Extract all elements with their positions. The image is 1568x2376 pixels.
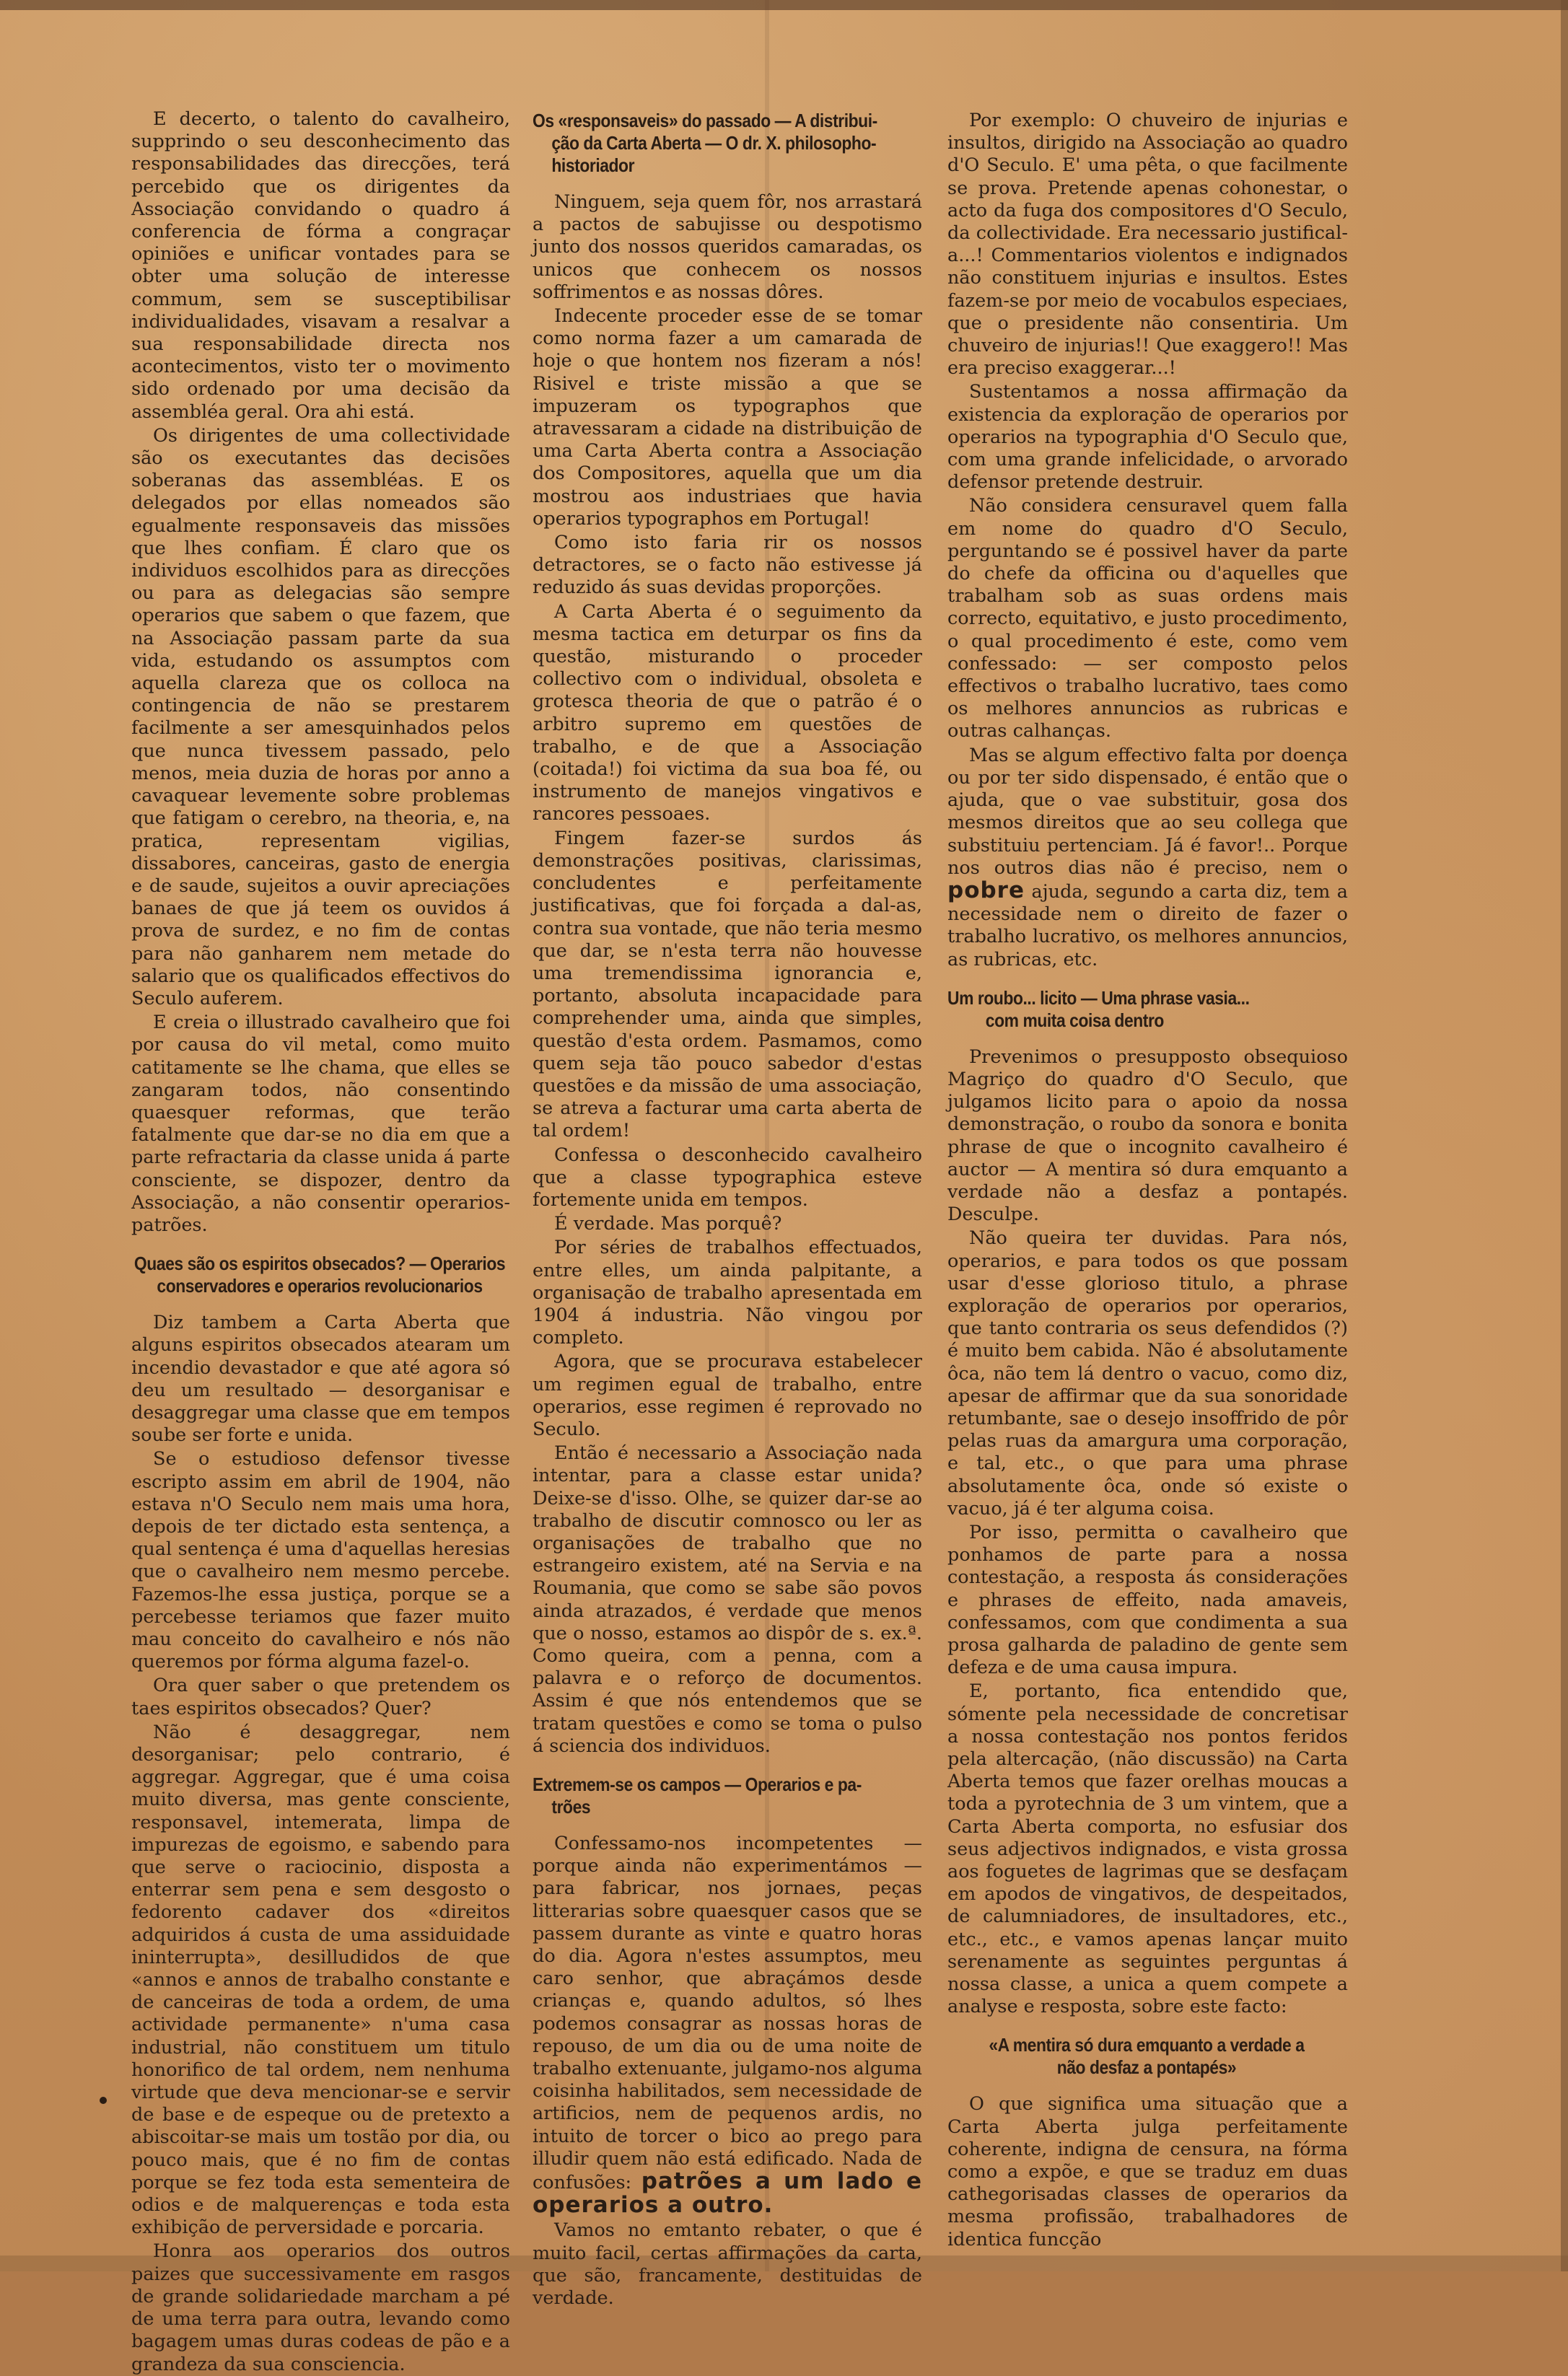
section-heading	[533, 110, 920, 177]
paragraph: E, portanto, fica entendido que, sómente pela necessidade de concretisar a nossa contestação nos pontos feridos pela altercação, (não discussão) na Carta Aberta temos que fazer orelhas moucas a toda a pyrotechnia de 3 um vintem, que a Carta Aberta comporta, no esfusiar dos seus adjectivos indignados, e vista grossa aos foguetes de lagrimas que se desfaçam em apodos de vingativos, de despeitados, de calumniadores, de insultadores, etc., etc., etc., e vamos apenas lançar muito serenamente as seguintes perguntas á nossa classe, a unica a quem compete a analyse e resposta, sobre este facto:	[947, 1680, 1348, 2018]
heading-line: historiador	[551, 154, 635, 176]
column-2	[533, 110, 922, 2310]
paragraph: Indecente proceder esse de se tomar como norma fazer a um camarada de hoje o que hontem nos fizeram a nós! Risivel e triste missão a que se impuzeram os typographos que atravessaram a cidade na distribuição de uma Carta Aberta contra a Associação dos Compositores, aquella que um dia mostrou aos industriaes que havia operarios typographos em Portugal!	[533, 305, 922, 530]
heading-line: ção da Carta Aberta — O dr. X. philosopho-	[551, 132, 877, 154]
section-heading	[131, 1253, 508, 1297]
paragraph: É verdade. Mas porquê?	[554, 1213, 782, 1235]
section-heading	[947, 987, 1346, 1032]
paragraph-text: ajuda, segundo a carta diz, tem a necessidade nem o direito de fazer o trabalho lucrativo, os melhores annuncios, as rubricas, etc.	[947, 880, 1349, 970]
heading-line: conservadores e operarios revolucionarios	[157, 1275, 483, 1297]
heading-line: Um roubo... licito — Uma phrase vasia...	[947, 986, 1250, 1009]
paragraph: Honra aos operarios dos outros paizes que successivamente em rasgos de grande solidariedade marcham a pé de uma terra para outra, levando como bagagem umas duras codeas de pão e a grandeza da sua consciencia.	[131, 2240, 510, 2375]
heading-line: não desfaz a pontapés»	[1056, 2056, 1237, 2079]
paragraph: Sustentamos a nossa affirmação da existencia da exploração de operarios por operarios na typographia d'O Seculo que, com uma grande infelicidade, o arvorado defensor pretende destruir.	[947, 381, 1348, 494]
paragraph: Prevenimos o presupposto obsequioso Magriço do quadro d'O Seculo, que julgamos licito para o apoio da nossa demonstração, o roubo da sonora e bonita phrase de que o incognito cavalheiro é auctor — A mentira só dura emquanto a verdade não a desfaz a pontapés. Desculpe.	[947, 1045, 1348, 1226]
paragraph: Fingem fazer-se surdos ás demonstrações positivas, clarissimas, concludentes e perfeitamente justificativas, que foi forçada a dal-as, contra sua vontade, que não teria mesmo que dar, se n'esta terra não houvesse uma tremendissima ignorancia e, portanto, absoluta incapacidade para comprehender uma, ainda que simples, questão d'esta ordem. Pasmamos, como quem seja tão pouco sabedor d'estas questões e da missão de uma associação, se atreva a facturar uma carta aberta de tal ordem!	[533, 827, 922, 1142]
page-right-edge	[1561, 0, 1568, 2271]
paragraph: Ora quer saber o que pretendem os taes espiritos obsecados? Quer?	[131, 1675, 510, 1719]
heading-line: Quaes são os espiritos obsecados? — Operarios	[133, 1253, 506, 1275]
paragraph: Diz tambem a Carta Aberta que alguns espiritos obsecados atearam um incendio devastador e que até agora só deu um resultado — desorganisar e desaggregar uma classe que em tempos soube ser forte e unida.	[131, 1312, 510, 1447]
paragraph: Vamos no emtanto rebater, o que é muito facil, certas affirmações da carta, que são, francamente, destituidas de verdade.	[533, 2219, 922, 2310]
paragraph: Por exemplo: O chuveiro de injurias e insultos, dirigido na Associação ao quadro d'O Seculo. E' uma pêta, o que facilmente se prova. Pretende apenas cohonestar, o acto da fuga dos compositores d'O Seculo, da collectividade. Era necessario justifical-a...! Commentarios violentos e indignados não constituem injurias e insultos. Estes fazem-se por meio de vocabulos especiaes, que o presidente não consentiria. Um chuveiro de injurias!! Que exaggero!! Mas era preciso exaggerar...!	[947, 110, 1348, 380]
heading-line: «A mentira só dura emquanto a verdade a	[989, 2034, 1305, 2056]
paragraph: E creia o illustrado cavalheiro que foi por causa do vil metal, como muito catitamente se lhe chama, que elles se zangaram todos, não consentindo quaesquer reformas, que terão fatalmente que dar-se no dia em que a parte refractaria da classe unida á parte consciente, se dispozer, dentro da Associação, a não consentir operarios-patrões.	[131, 1012, 510, 1236]
paragraph: Não é desaggregar, nem desorganisar; pelo contrario, é aggregar. Aggregar, que é uma coisa muito diversa, mas gente consciente, responsavel, intemerata, limpa de impurezas de egoismo, e sabendo para que serve o raciocinio, disposta a enterrar sem pena e sem desgosto o fedorento cadaver dos «direitos adquiridos á custa de uma assiduidade ininterrupta», desilludidos de que «annos e annos de trabalho constante e de canceiras de toda a ordem, de uma actividade permanente» n'uma casa industrial, não constituem um titulo honorifico de tal ordem, nem nenhuma virtude que deva mencionar-se e servir de base e de espeque ou de pretexto a abiscoitar-se mais um tostão por dia, ou pouco mais, que é no fim de contas porque se fez toda esta sementeira de odios e de malquerenças e toda esta exhibição de perversidade e porcaria.	[131, 1721, 510, 2239]
paragraph	[947, 745, 1348, 971]
paragraph: O que significa uma situação que a Carta Aberta julga perfeitamente coherente, indigna de censura, na fórma como a expõe, e que se traduz em duas cathegorisadas classes de operarios da mesma profissão, trabalhadores de identica funcção	[947, 2093, 1348, 2250]
paragraph	[533, 1833, 922, 2218]
paragraph-text: Confessamo-nos incompetentes — porque ainda não experimentámos — para fabricar, nos jornaes, peças litterarias sobre quaesquer casos que se passem durante as vinte e quatro horas do dia. Agora n'estes assumptos, meu caro senhor, que abraçámos desde crianças e, quando adultos, só lhes podemos consagrar as nossas horas de repouso, de um dia ou de uma noite de trabalho extenuante, julgamo-nos alguma coisinha habilitados, sem necessidade de artificios, nem de pequenos ardis, no intuito de torcer o bico ao prego para illudir quem não está edificado. Nada de confusões:	[533, 1833, 922, 2194]
paragraph: Ninguem, seja quem fôr, nos arrastará a pactos de sabujisse ou despotismo junto dos nossos queridos camaradas, os unicos que conhecem os nossos soffrimentos e as nossas dôres.	[533, 191, 922, 303]
heading-line: Extremem-se os campos — Operarios e pa-	[533, 1774, 862, 1796]
page-top-edge	[0, 0, 1568, 10]
paragraph: Os dirigentes de uma collectividade são os executantes das decisões soberanas das assembléas. E os delegados por ellas nomeados são egualmente responsaveis das missões que lhes confiam. É claro que os individuos escolhidos para as direcções ou para as delegacias são sempre operarios que sabem o que fazem, que na Associação passam parte da sua vida, estudando os assumptos com aquella clareza que os colloca na contingencia de não se prestarem facilmente a ser amesquinhados pelos que nunca tivessem passado, pelo menos, meia duzia de horas por anno a cavaquear levemente sobre problemas que fatigam o cerebro, na theoria, e, na pratica, representam vigilias, dissabores, canceiras, gasto de energia e de saude, sujeitos a ouvir apreciações banaes de que já teem os ouvidos á prova de surdez, e no fim de contas para não ganharem nem metade do salario que os qualificados effectivos do Seculo auferem.	[131, 424, 510, 1009]
paragraph: Se o estudioso defensor tivesse escripto assim em abril de 1904, não estava n'O Seculo nem mais uma hora, depois de ter dictado esta sentença, a qual sentença é uma d'aquellas heresias que o cavalheiro nem mesmo percebe. Fazemos-lhe essa justiça, porque se a percebesse teriamos que fazer muito mau conceito do cavalheiro e nós não queremos por fórma alguma fazel-o.	[131, 1448, 510, 1673]
paragraph-text: Mas se algum effectivo falta por doença ou por ter sido dispensado, é então que o ajuda, que o vae substituir, gosa dos mesmos direitos que ao seu collega que substituiu pertenciam. Já é favor!.. Porque nos outros dias não é preciso, nem o	[947, 744, 1348, 879]
ink-spot	[100, 2097, 107, 2104]
paragraph: Então é necessario a Associação nada intentar, para a classe estar unida? Deixe-se d'isso. Olhe, se quizer dar-se ao trabalho de discutir comnosco ou ler as organisações de trabalho que no estrangeiro existem, até na Servia e na Roumania, que como se sabe são povos ainda atrazados, é verdade que menos que o nosso, estamos ao dispôr de s. ex.ª. Como queira, com a penna, com a palavra e o reforço de documentos. Assim é que nós entendemos que se tratam questões e como se toma o pulso á sciencia dos individuos.	[533, 1442, 922, 1757]
column-3	[947, 110, 1348, 2251]
section-heading	[947, 2034, 1346, 2079]
heading-line: trões	[551, 1796, 591, 1818]
paragraph: Como isto faria rir os nossos detractores, se o facto não estivesse já reduzido ás suas devidas proporções.	[533, 532, 922, 599]
paragraph: A Carta Aberta é o seguimento da mesma tactica em deturpar os fins da questão, misturando o proceder collectivo com o individual, obsoleta e grotesca theoria de que o patrão é o arbitro supremo em questões de trabalho, e de que a Associação (coitada!) foi victima da sua boa fé, ou instrumento de manejos vingativos e rancores pessoaes.	[533, 600, 922, 825]
paragraph: Agora, que se procurava estabelecer um regimen egual de trabalho, entre operarios, esse regimen é reprovado no Seculo.	[533, 1351, 922, 1440]
section-heading	[533, 1774, 920, 1818]
heading-line: com muita coisa dentro	[985, 1009, 1164, 1031]
emphasis-text: patrões a um lado e operarios a outro.	[533, 2168, 922, 2219]
heading-line: Os «responsaveis» do passado — A distribui-	[533, 110, 877, 131]
column-1	[131, 108, 510, 2376]
paragraph: Não considera censuravel quem falla em nome do quadro d'O Seculo, perguntando se é possivel haver da parte do chefe da officina ou d'aquelles que trabalham sob as suas ordens mais correcto, equitativo, e justo procedimento, o qual procedimento é este, como vem confessado: — ser composto pelos effectivos o trabalho lucrativo, taes como os melhores annuncios as rubricas e outras calhanças.	[947, 495, 1348, 742]
paragraph: Não queira ter duvidas. Para nós, operarios, e para todos os que possam usar d'esse glorioso titulo, a phrase exploração de operarios por operarios, que tanto contraria os seus defendidos (?) é muito bem cabida. Não é absolutamente ôca, não tem lá dentro o vacuo, como diz, apesar de affirmar que da sua sonoridade retumbante, sae o desejo insoffrido de pôr pelas ruas da amargura uma corporação, e tal, etc., o que para uma phrase absolutamente ôca, onde só existe o vacuo, já é ter alguma coisa.	[947, 1227, 1348, 1520]
paragraph: Confessa o desconhecido cavalheiro que a classe typographica esteve fortemente unida em tempos.	[533, 1144, 922, 1211]
paragraph: Por séries de trabalhos effectuados, entre elles, um ainda palpitante, a organisação de trabalho apresentada em 1904 á industria. Não vingou por completo.	[533, 1237, 922, 1349]
paragraph: E decerto, o talento do cavalheiro, supprindo o seu desconhecimento das responsabilidades das direcções, terá percebido que os dirigentes da Associação convidando o quadro á conferencia de fórma a congraçar opiniões e unificar vontades para se obter uma solução de interesse commum, sem se susceptibilisar individualidades, visavam a resalvar a sua responsabilidade directa nos acontecimentos, visto ter o movimento sido ordenado por uma decisão da assembléa geral. Ora ahi está.	[131, 108, 510, 423]
emphasis-text: pobre	[947, 877, 1025, 903]
paragraph: Por isso, permitta o cavalheiro que ponhamos de parte para a nossa contestação, a resposta ás considerações e phrases de effeito, nada amaveis, confessamos, com que condimenta a sua prosa galharda de paladino de gente sem defeza e de uma causa impura.	[947, 1521, 1348, 1679]
